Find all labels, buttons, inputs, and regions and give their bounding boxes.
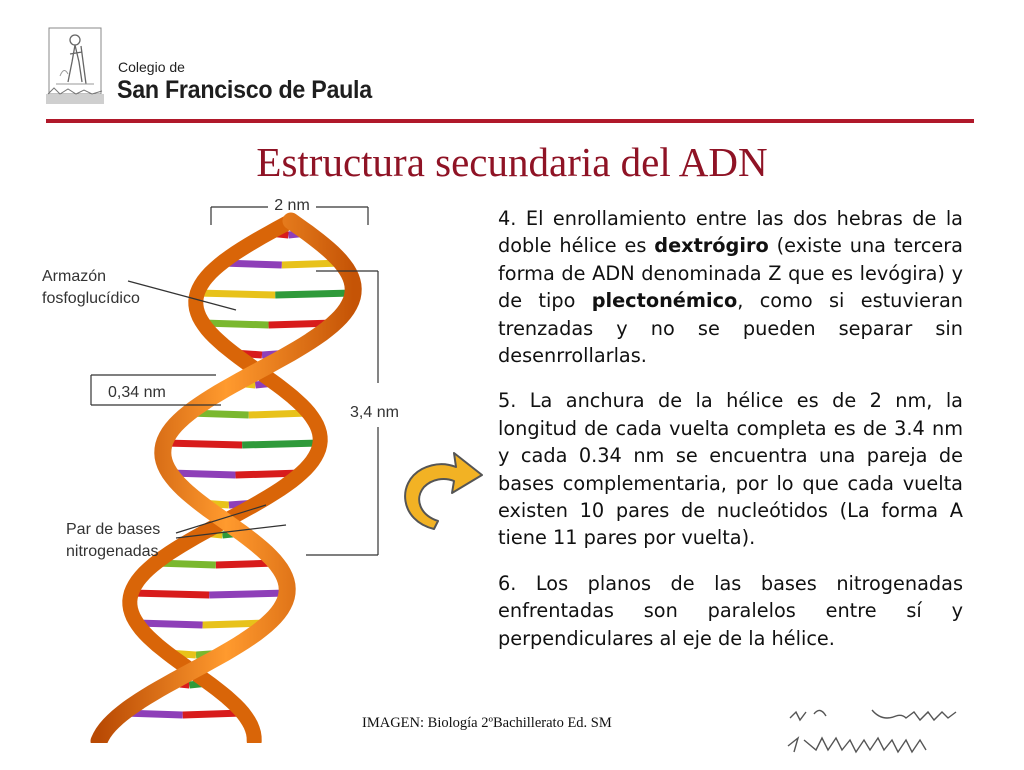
spacing-label: 0,34 nm — [108, 384, 166, 401]
turn-length-label: 3,4 nm — [350, 404, 399, 421]
school-logo — [46, 26, 104, 106]
base-pair-half — [209, 593, 287, 595]
point-5: 5. La anchura de la hélice es de 2 nm, la longitud de cada vuelta completa es de 3.4 nm y cada 0.34 nm se encuentra una pareja de bases complementaria, por lo que cada vuelta existen 10 pares de nucleótidos (La forma A tiene 11 pares por vuelta). — [498, 389, 963, 550]
point-4: 4. El enrollamiento entre las dos hebras de la doble hélice es dextrógiro (existe una tercera forma de ADN denominada Z que es levógira) y de tipo plectonémico, como si estuvieran trenzadas y no se pueden separar sin desenrrollarlas. — [498, 207, 963, 368]
width-label: 2 nm — [274, 197, 310, 214]
base-pair-half — [131, 593, 209, 595]
image-credit-caption: IMAGEN: Biología 2ºBachillerato Ed. SM — [362, 715, 612, 731]
point-6: 6. Los planos de las bases nitrogenadas enfrentadas son paralelos entre sí y perpendiculares al eje de la hélice. — [498, 571, 963, 650]
explanation-text — [498, 205, 963, 670]
school-name-line1: Colegio de — [118, 59, 185, 75]
backbone-label-line1: Armazón — [42, 268, 107, 285]
bases-label-line1: Par de bases — [66, 521, 161, 538]
base-pair-half — [197, 293, 275, 295]
curved-arrow-icon — [394, 443, 486, 535]
school-name-line2: San Francisco de Paula — [117, 76, 372, 104]
bases-label-line2: nitrogenadas — [66, 543, 159, 560]
base-pair-half — [164, 443, 242, 445]
backbone-strand-back — [130, 221, 320, 741]
backbone-label-line2: fosfoglucídico — [42, 290, 140, 307]
base-pair-half — [242, 443, 320, 445]
slide-title: Estructura secundaria del ADN — [256, 139, 768, 185]
base-pair-half — [275, 293, 353, 295]
handwritten-signature — [780, 700, 995, 766]
title-divider — [46, 119, 974, 123]
